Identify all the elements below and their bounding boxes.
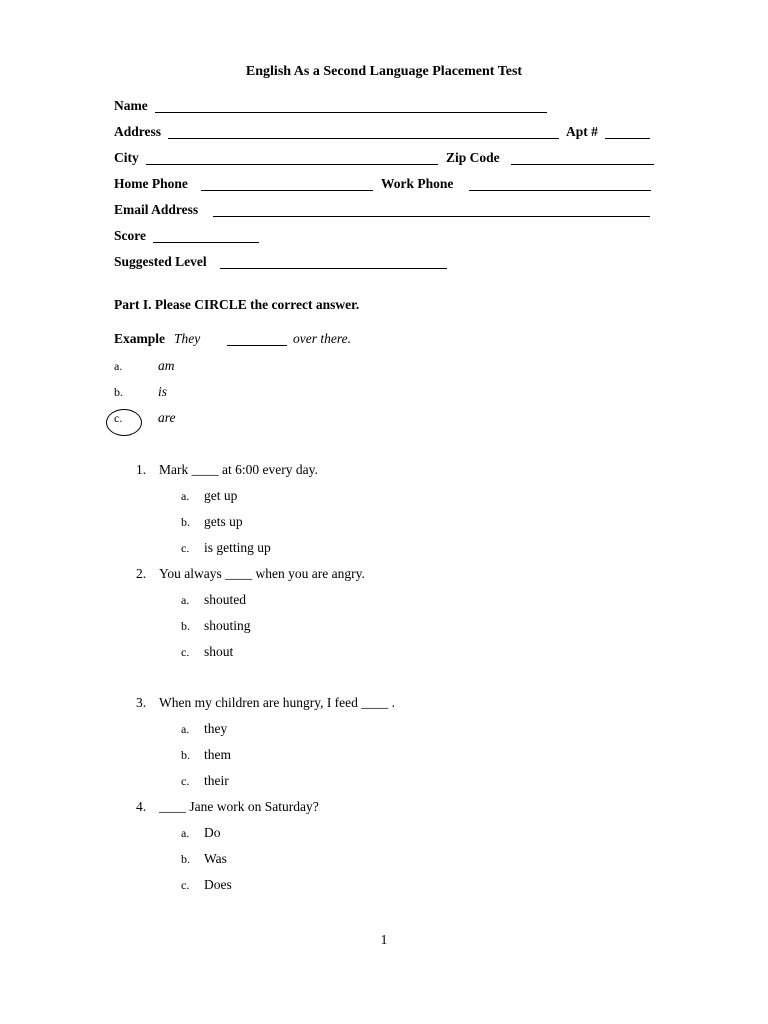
option-letter: c. — [181, 774, 190, 788]
option-text: is getting up — [204, 540, 271, 555]
option-text: them — [204, 747, 231, 762]
option-letter: b. — [181, 619, 190, 633]
work-phone-label: Work Phone — [381, 176, 454, 191]
example-option-letter: a. — [114, 359, 123, 373]
option-text: they — [204, 721, 228, 736]
score-label: Score — [114, 228, 146, 243]
option-text: get up — [204, 488, 238, 503]
home-phone-blank — [201, 190, 373, 191]
example-label: Example — [114, 331, 166, 346]
question-text: ____ Jane work on Saturday? — [159, 799, 319, 814]
option-text: Was — [204, 851, 227, 866]
example-option-text: am — [158, 358, 175, 373]
apt-blank — [605, 138, 650, 139]
example-option-text: are — [158, 410, 176, 425]
home-phone-label: Home Phone — [114, 176, 188, 191]
option-letter: a. — [181, 489, 190, 503]
example-subject: They — [174, 331, 201, 346]
option-letter: b. — [181, 748, 190, 762]
question-number: 3. — [136, 695, 147, 710]
answer-circle — [106, 409, 142, 436]
example-option-letter: c. — [114, 411, 123, 425]
city-blank — [146, 164, 438, 165]
name-label: Name — [114, 98, 148, 113]
zip-label: Zip Code — [446, 150, 500, 165]
question-text: When my children are hungry, I feed ____ . — [159, 695, 396, 710]
email-blank — [213, 216, 650, 217]
option-letter: c. — [181, 541, 190, 555]
suggested-level-blank — [220, 268, 447, 269]
example-option-letter: b. — [114, 385, 123, 399]
option-letter: b. — [181, 515, 190, 529]
document-title: English As a Second Language Placement Test — [245, 64, 523, 79]
suggested-level-label: Suggested Level — [114, 254, 207, 269]
option-text: their — [204, 773, 229, 788]
example-blank — [227, 345, 287, 346]
option-text: Do — [204, 825, 221, 840]
address-blank — [168, 138, 559, 139]
option-letter: c. — [181, 645, 190, 659]
option-letter: a. — [181, 593, 190, 607]
option-text: Does — [204, 877, 232, 892]
part1-heading: Part I. Please CIRCLE the correct answer. — [114, 297, 360, 312]
zip-blank — [511, 164, 654, 165]
question-number: 2. — [136, 566, 147, 581]
email-label: Email Address — [114, 202, 199, 217]
question-number: 1. — [136, 462, 147, 477]
apt-label: Apt # — [566, 124, 598, 139]
page-number: 1 — [380, 932, 388, 947]
question-number: 4. — [136, 799, 147, 814]
address-label: Address — [114, 124, 162, 139]
option-letter: b. — [181, 852, 190, 866]
score-blank — [153, 242, 259, 243]
example-rest: over there. — [293, 331, 351, 346]
option-text: shouting — [204, 618, 251, 633]
question-text: Mark ____ at 6:00 every day. — [159, 462, 318, 477]
option-text: shouted — [204, 592, 246, 607]
option-text: gets up — [204, 514, 243, 529]
option-letter: a. — [181, 826, 190, 840]
example-option-text: is — [158, 384, 168, 399]
option-text: shout — [204, 644, 234, 659]
option-letter: c. — [181, 878, 190, 892]
name-blank — [155, 112, 547, 113]
work-phone-blank — [469, 190, 651, 191]
city-label: City — [114, 150, 139, 165]
option-letter: a. — [181, 722, 190, 736]
question-text: You always ____ when you are angry. — [159, 566, 365, 581]
